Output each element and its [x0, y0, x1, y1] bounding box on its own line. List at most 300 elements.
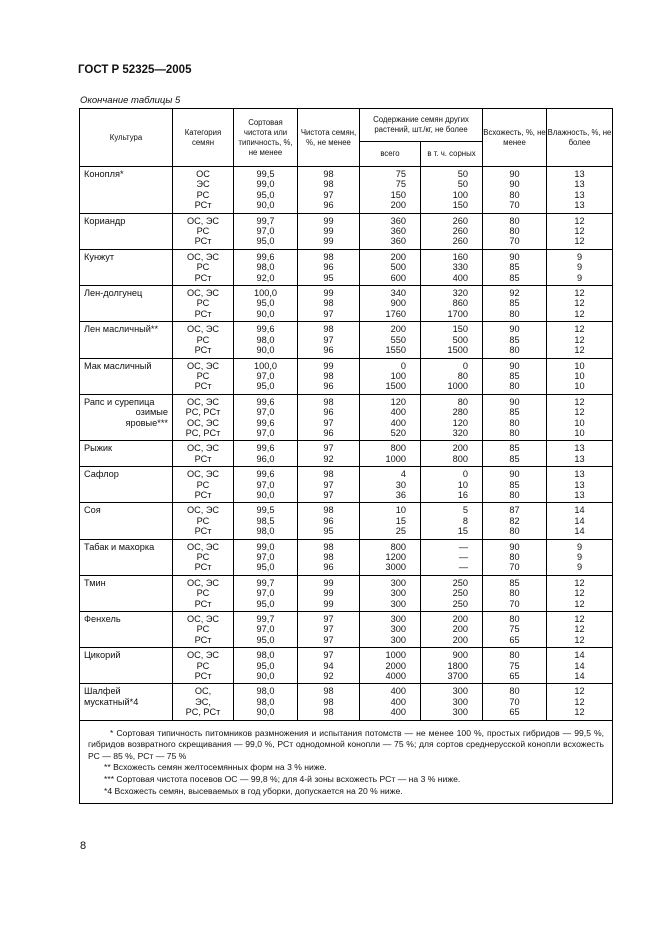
other-seeds-weeds-value: 320	[452, 427, 468, 438]
moisture-value: 9	[576, 272, 583, 283]
seed-purity-value: 98	[323, 179, 334, 190]
category-value: РСт	[194, 200, 212, 211]
germination-value: 85	[509, 479, 520, 490]
other-seeds-total-value: 500	[390, 262, 406, 273]
category-value: ОС,	[194, 686, 212, 697]
other-seeds-weeds-value: 250	[452, 598, 468, 609]
variety-purity-cell	[234, 213, 298, 249]
variety-purity-value: 95,0	[256, 236, 275, 247]
other-seeds-total-value: 550	[390, 334, 406, 345]
germination-cell	[483, 213, 547, 249]
other-seeds-total-value: 520	[390, 427, 406, 438]
category-value: РСт	[194, 272, 212, 283]
seed-purity-value: 99	[323, 360, 334, 371]
footnote-1: * Сортовая типичность питомников размножения и испытания потомств — не менее 100 %, простых гибридов — 99,5 %, гибридов возвратного скрещивания — 99,0 %, РСт однодомной конопли — 75 %; для сортов среднерусской конопли всхожесть РС — 85 %, РСт — 75 %	[88, 727, 604, 761]
other-seeds-weeds-cell	[421, 441, 483, 467]
seed-purity-value: 95	[323, 272, 334, 283]
seed-purity-value: 96	[323, 427, 334, 438]
other-seeds-weeds-value: 300	[452, 696, 468, 707]
table-row	[80, 467, 613, 503]
seed-purity-value: 96	[323, 345, 334, 356]
moisture-cell	[547, 684, 613, 720]
category-value: РС	[196, 552, 210, 562]
variety-purity-value: 95,0	[256, 298, 275, 309]
variety-purity-value: 97,0	[256, 588, 275, 599]
culture-name-line: Табак и махорка	[84, 541, 155, 552]
moisture-value: 14	[574, 660, 585, 671]
germination-value: 90	[509, 360, 520, 371]
moisture-value: 13	[574, 453, 585, 464]
seed-purity-cell	[298, 467, 360, 503]
moisture-value: 12	[574, 308, 585, 319]
variety-purity-cell	[234, 167, 298, 214]
other-seeds-total-cell	[360, 358, 421, 394]
culture-name	[80, 249, 173, 285]
col-header-other-total: всего	[360, 142, 421, 167]
other-seeds-total-value: 1000	[385, 650, 406, 661]
category-value: ОС, ЭС	[186, 324, 220, 335]
seed-purity-cell	[298, 213, 360, 249]
seed-purity-value: 99	[323, 577, 334, 588]
table-row	[80, 539, 613, 575]
other-seeds-weeds-value: 1800	[447, 660, 468, 671]
seed-purity-value: 99	[323, 288, 334, 299]
germination-value: 92	[509, 288, 520, 299]
culture-name-line: озимые	[135, 407, 168, 418]
variety-purity-value: 98,0	[256, 526, 275, 537]
category-value: ОС, ЭС	[186, 650, 220, 661]
variety-purity-value: 95,0	[256, 189, 275, 200]
other-seeds-weeds-value: 16	[457, 489, 468, 500]
culture-name	[80, 213, 173, 249]
other-seeds-weeds-cell	[421, 394, 483, 441]
seed-purity-value: 98	[323, 396, 334, 407]
germination-value: 80	[509, 189, 520, 200]
moisture-value: 12	[574, 696, 585, 707]
culture-name-line: Лен масличный**	[84, 324, 159, 335]
culture-name-line: Конопля*	[84, 169, 124, 179]
culture-name	[80, 684, 173, 720]
moisture-value: 12	[574, 707, 585, 718]
moisture-cell	[547, 358, 613, 394]
germination-cell	[483, 322, 547, 358]
culture-name-line: Шалфей	[84, 686, 121, 697]
variety-purity-value: 95,0	[256, 634, 275, 645]
moisture-value: 12	[574, 298, 585, 309]
germination-cell	[483, 286, 547, 322]
other-seeds-total-value: 15	[395, 515, 406, 526]
category-value: РС, РСт	[185, 707, 221, 718]
other-seeds-total-value: 1500	[385, 381, 406, 392]
other-seeds-total-value: 75	[395, 179, 406, 190]
other-seeds-total-value: 36	[395, 489, 406, 500]
other-seeds-total-value: 30	[395, 479, 406, 490]
germination-value: 90	[509, 251, 520, 262]
seed-purity-cell	[298, 322, 360, 358]
category-value: ОС	[196, 169, 210, 179]
germination-cell	[483, 648, 547, 684]
other-seeds-weeds-value: 280	[452, 407, 468, 418]
other-seeds-total-cell	[360, 394, 421, 441]
variety-purity-value: 97,0	[256, 427, 275, 438]
moisture-value: 13	[574, 489, 585, 500]
seed-purity-cell	[298, 394, 360, 441]
page-number: 8	[80, 840, 87, 852]
variety-purity-value: 96,0	[256, 453, 275, 464]
col-header-other-weeds: в т. ч. сорных	[421, 142, 483, 167]
seed-purity-value: 96	[323, 562, 334, 573]
other-seeds-weeds-cell	[421, 503, 483, 539]
variety-purity-value: 100,0	[254, 288, 277, 299]
seed-purity-cell	[298, 539, 360, 575]
other-seeds-weeds-cell	[421, 358, 483, 394]
variety-purity-value: 98,5	[256, 515, 275, 526]
other-seeds-total-value: 400	[390, 707, 406, 718]
other-seeds-weeds-value: 860	[452, 298, 468, 309]
other-seeds-total-value: 800	[390, 443, 406, 454]
other-seeds-total-value: 400	[390, 686, 406, 697]
category-value: РСт	[194, 381, 212, 392]
other-seeds-total-value: 400	[390, 696, 406, 707]
table-row	[80, 322, 613, 358]
table-row	[80, 648, 613, 684]
table-row	[80, 503, 613, 539]
category-value: РС	[196, 298, 210, 309]
variety-purity-value: 90,0	[256, 200, 275, 211]
footnote-3: *** Сортовая чистота посевов ОС — 99,8 %; для 4-й зоны всхожесть РСт — на 3 % ниже.	[104, 774, 461, 785]
other-seeds-total-value: 0	[400, 360, 406, 371]
germination-value: 70	[509, 562, 520, 573]
table-row	[80, 575, 613, 611]
other-seeds-weeds-value: 200	[452, 614, 468, 625]
culture-name-line: яровые***	[125, 417, 168, 428]
moisture-value: 12	[574, 624, 585, 635]
category-value: ОС, ЭС	[186, 288, 220, 299]
category-cell	[173, 503, 234, 539]
culture-name-line: мускатный*4	[84, 696, 139, 707]
germination-value: 85	[509, 370, 520, 381]
germination-value: 85	[509, 577, 520, 588]
other-seeds-total-value: 75	[395, 169, 406, 179]
seed-purity-value: 97	[323, 417, 334, 428]
variety-purity-value: 98,0	[256, 686, 275, 697]
category-cell	[173, 213, 234, 249]
moisture-value: 12	[574, 407, 585, 418]
germination-value: 80	[509, 381, 520, 392]
other-seeds-total-value: 4	[400, 469, 406, 480]
category-cell	[173, 441, 234, 467]
seed-purity-cell	[298, 167, 360, 214]
footnote-2: ** Всхожесть семян желтосемянных форм на 3 % ниже.	[104, 762, 327, 773]
other-seeds-weeds-value: 5	[462, 505, 468, 516]
seed-purity-value: 98	[323, 324, 334, 335]
culture-name	[80, 167, 173, 214]
germination-value: 70	[509, 598, 520, 609]
other-seeds-weeds-value: 300	[452, 707, 468, 718]
other-seeds-weeds-cell	[421, 322, 483, 358]
category-cell	[173, 167, 234, 214]
moisture-value: 12	[574, 288, 585, 299]
seed-purity-value: 98	[323, 505, 334, 516]
other-seeds-total-value: 400	[390, 407, 406, 418]
germination-value: 85	[509, 407, 520, 418]
variety-purity-value: 97,0	[256, 370, 275, 381]
moisture-cell	[547, 322, 613, 358]
category-cell	[173, 322, 234, 358]
seed-purity-value: 97	[323, 489, 334, 500]
moisture-cell	[547, 167, 613, 214]
other-seeds-weeds-cell	[421, 575, 483, 611]
category-value: РС	[196, 515, 210, 526]
seed-purity-cell	[298, 575, 360, 611]
moisture-cell	[547, 467, 613, 503]
variety-purity-value: 99,0	[256, 541, 275, 552]
variety-purity-value: 99,5	[256, 169, 275, 179]
moisture-value: 12	[574, 236, 585, 247]
table-caption: Окончание таблицы 5	[80, 95, 181, 106]
table-row	[80, 612, 613, 648]
germination-value: 90	[509, 469, 520, 480]
other-seeds-total-value: 300	[390, 588, 406, 599]
category-value: РС	[196, 226, 210, 237]
other-seeds-weeds-value: 320	[452, 288, 468, 299]
other-seeds-total-value: 2000	[385, 660, 406, 671]
variety-purity-cell	[234, 612, 298, 648]
variety-purity-cell	[234, 648, 298, 684]
category-value: РС	[196, 479, 210, 490]
moisture-value: 13	[574, 479, 585, 490]
germination-value: 65	[509, 707, 520, 718]
other-seeds-weeds-value: 900	[452, 650, 468, 661]
variety-purity-value: 95,0	[256, 660, 275, 671]
germination-value: 80	[509, 215, 520, 226]
category-cell	[173, 612, 234, 648]
other-seeds-total-value: 200	[390, 324, 406, 335]
culture-name-line: Рыжик	[84, 443, 113, 454]
germination-cell	[483, 467, 547, 503]
germination-cell	[483, 249, 547, 285]
category-cell	[173, 358, 234, 394]
col-header-germination: Всхожесть, %, не менее	[483, 109, 547, 167]
moisture-value: 10	[574, 417, 585, 428]
category-value: ОС, ЭС	[186, 505, 220, 516]
other-seeds-total-value: 10	[395, 505, 406, 516]
moisture-cell	[547, 612, 613, 648]
variety-purity-value: 99,6	[256, 324, 275, 335]
table-row	[80, 684, 613, 720]
germination-cell	[483, 612, 547, 648]
other-seeds-total-value: 400	[390, 417, 406, 428]
category-value: ОС, ЭС	[186, 541, 220, 552]
category-value: РС	[196, 262, 210, 273]
other-seeds-total-value: 150	[390, 189, 406, 200]
variety-purity-cell	[234, 575, 298, 611]
germination-cell	[483, 539, 547, 575]
moisture-cell	[547, 648, 613, 684]
germination-value: 90	[509, 324, 520, 335]
other-seeds-total-cell	[360, 322, 421, 358]
other-seeds-weeds-value: 260	[452, 236, 468, 247]
category-value: РСт	[194, 308, 212, 319]
category-value: РС	[196, 334, 210, 345]
variety-purity-value: 97,0	[256, 479, 275, 490]
germination-value: 90	[509, 541, 520, 552]
variety-purity-value: 98,0	[256, 334, 275, 345]
moisture-value: 12	[574, 334, 585, 345]
other-seeds-weeds-value: 100	[452, 189, 468, 200]
category-value: ОС, ЭС	[186, 251, 220, 262]
other-seeds-total-cell	[360, 648, 421, 684]
other-seeds-weeds-value: 1000	[447, 381, 468, 392]
culture-name-line: Цикорий	[84, 650, 121, 661]
other-seeds-total-value: 900	[390, 298, 406, 309]
seed-purity-value: 94	[323, 660, 334, 671]
other-seeds-total-cell	[360, 575, 421, 611]
culture-name	[80, 467, 173, 503]
other-seeds-total-cell	[360, 539, 421, 575]
category-value: РСт	[194, 671, 212, 682]
germination-value: 80	[509, 588, 520, 599]
variety-purity-value: 90,0	[256, 345, 275, 356]
category-value: РС	[196, 660, 210, 671]
table-row	[80, 286, 613, 322]
variety-purity-value: 99,7	[256, 215, 275, 226]
col-header-moisture: Влажность, %, не более	[547, 109, 613, 167]
seed-purity-value: 96	[323, 262, 334, 273]
culture-name	[80, 648, 173, 684]
germination-value: 80	[509, 650, 520, 661]
category-cell	[173, 575, 234, 611]
other-seeds-total-value: 200	[390, 200, 406, 211]
moisture-value: 12	[574, 226, 585, 237]
moisture-value: 13	[574, 443, 585, 454]
category-value: ОС, ЭС	[186, 443, 220, 454]
other-seeds-total-value: 600	[390, 272, 406, 283]
moisture-cell	[547, 503, 613, 539]
table-row	[80, 441, 613, 467]
variety-purity-value: 99,6	[256, 469, 275, 480]
variety-purity-cell	[234, 358, 298, 394]
germination-value: 90	[509, 179, 520, 190]
other-seeds-weeds-value: —	[458, 541, 468, 552]
other-seeds-total-value: 340	[390, 288, 406, 299]
variety-purity-value: 90,0	[256, 707, 275, 718]
variety-purity-cell	[234, 503, 298, 539]
variety-purity-cell	[234, 539, 298, 575]
other-seeds-total-value: 1550	[385, 345, 406, 356]
table-row	[80, 249, 613, 285]
col-header-purity: Чистота семян, %, не менее	[298, 109, 360, 167]
category-value: ОС, ЭС	[186, 469, 220, 480]
moisture-value: 10	[574, 360, 585, 371]
category-value: РС	[196, 189, 210, 200]
germination-cell	[483, 358, 547, 394]
moisture-value: 14	[574, 671, 585, 682]
other-seeds-weeds-value: 150	[452, 200, 468, 211]
seed-purity-value: 97	[323, 308, 334, 319]
germination-value: 70	[509, 200, 520, 211]
moisture-cell	[547, 286, 613, 322]
variety-purity-value: 95,0	[256, 562, 275, 573]
germination-cell	[483, 441, 547, 467]
variety-purity-cell	[234, 684, 298, 720]
variety-purity-cell	[234, 394, 298, 441]
other-seeds-total-cell	[360, 612, 421, 648]
other-seeds-total-value: 300	[390, 577, 406, 588]
variety-purity-cell	[234, 441, 298, 467]
variety-purity-cell	[234, 322, 298, 358]
seed-purity-value: 96	[323, 200, 334, 211]
category-value: РСт	[194, 236, 212, 247]
seed-purity-value: 97	[323, 634, 334, 645]
other-seeds-weeds-value: 15	[457, 526, 468, 537]
other-seeds-weeds-cell	[421, 684, 483, 720]
germination-value: 80	[509, 308, 520, 319]
seed-purity-value: 97	[323, 479, 334, 490]
moisture-cell	[547, 394, 613, 441]
category-value: РСт	[194, 526, 212, 537]
category-value: ОС, ЭС	[186, 396, 220, 407]
category-value: ОС, ЭС	[186, 360, 220, 371]
other-seeds-weeds-value: 250	[452, 588, 468, 599]
other-seeds-weeds-value: —	[458, 562, 468, 573]
germination-value: 80	[509, 526, 520, 537]
germination-cell	[483, 394, 547, 441]
moisture-cell	[547, 249, 613, 285]
other-seeds-weeds-value: 3700	[447, 671, 468, 682]
other-seeds-total-value: 300	[390, 614, 406, 625]
culture-name-line: Тмин	[84, 577, 106, 588]
category-value: РСт	[194, 345, 212, 356]
variety-purity-value: 99,7	[256, 614, 275, 625]
variety-purity-value: 99,6	[256, 396, 275, 407]
seed-purity-value: 96	[323, 515, 334, 526]
germination-value: 80	[509, 427, 520, 438]
seed-purity-value: 98	[323, 552, 334, 562]
germination-value: 85	[509, 272, 520, 283]
other-seeds-weeds-value: 1500	[447, 345, 468, 356]
other-seeds-total-cell	[360, 213, 421, 249]
moisture-value: 12	[574, 686, 585, 697]
other-seeds-weeds-value: 500	[452, 334, 468, 345]
germination-value: 80	[509, 489, 520, 500]
seed-purity-value: 97	[323, 614, 334, 625]
germination-value: 65	[509, 634, 520, 645]
other-seeds-weeds-value: 80	[457, 370, 468, 381]
culture-name	[80, 394, 173, 441]
seed-purity-value: 98	[323, 696, 334, 707]
table-row	[80, 394, 613, 441]
germination-value: 85	[509, 443, 520, 454]
seed-purity-cell	[298, 441, 360, 467]
moisture-value: 13	[574, 200, 585, 211]
other-seeds-weeds-value: 300	[452, 686, 468, 697]
variety-purity-value: 98,0	[256, 650, 275, 661]
other-seeds-total-value: 360	[390, 215, 406, 226]
other-seeds-total-value: 1000	[385, 453, 406, 464]
germination-value: 85	[509, 334, 520, 345]
category-value: РСт	[194, 634, 212, 645]
moisture-value: 10	[574, 370, 585, 381]
footnote-4: *4 Всхожесть семян, высеваемых в год уборки, допускается на 20 % ниже.	[104, 785, 403, 796]
other-seeds-total-cell	[360, 249, 421, 285]
germination-value: 80	[509, 686, 520, 697]
category-cell	[173, 467, 234, 503]
germination-value: 80	[509, 417, 520, 428]
moisture-value: 14	[574, 650, 585, 661]
other-seeds-weeds-cell	[421, 249, 483, 285]
variety-purity-value: 99,6	[256, 251, 275, 262]
